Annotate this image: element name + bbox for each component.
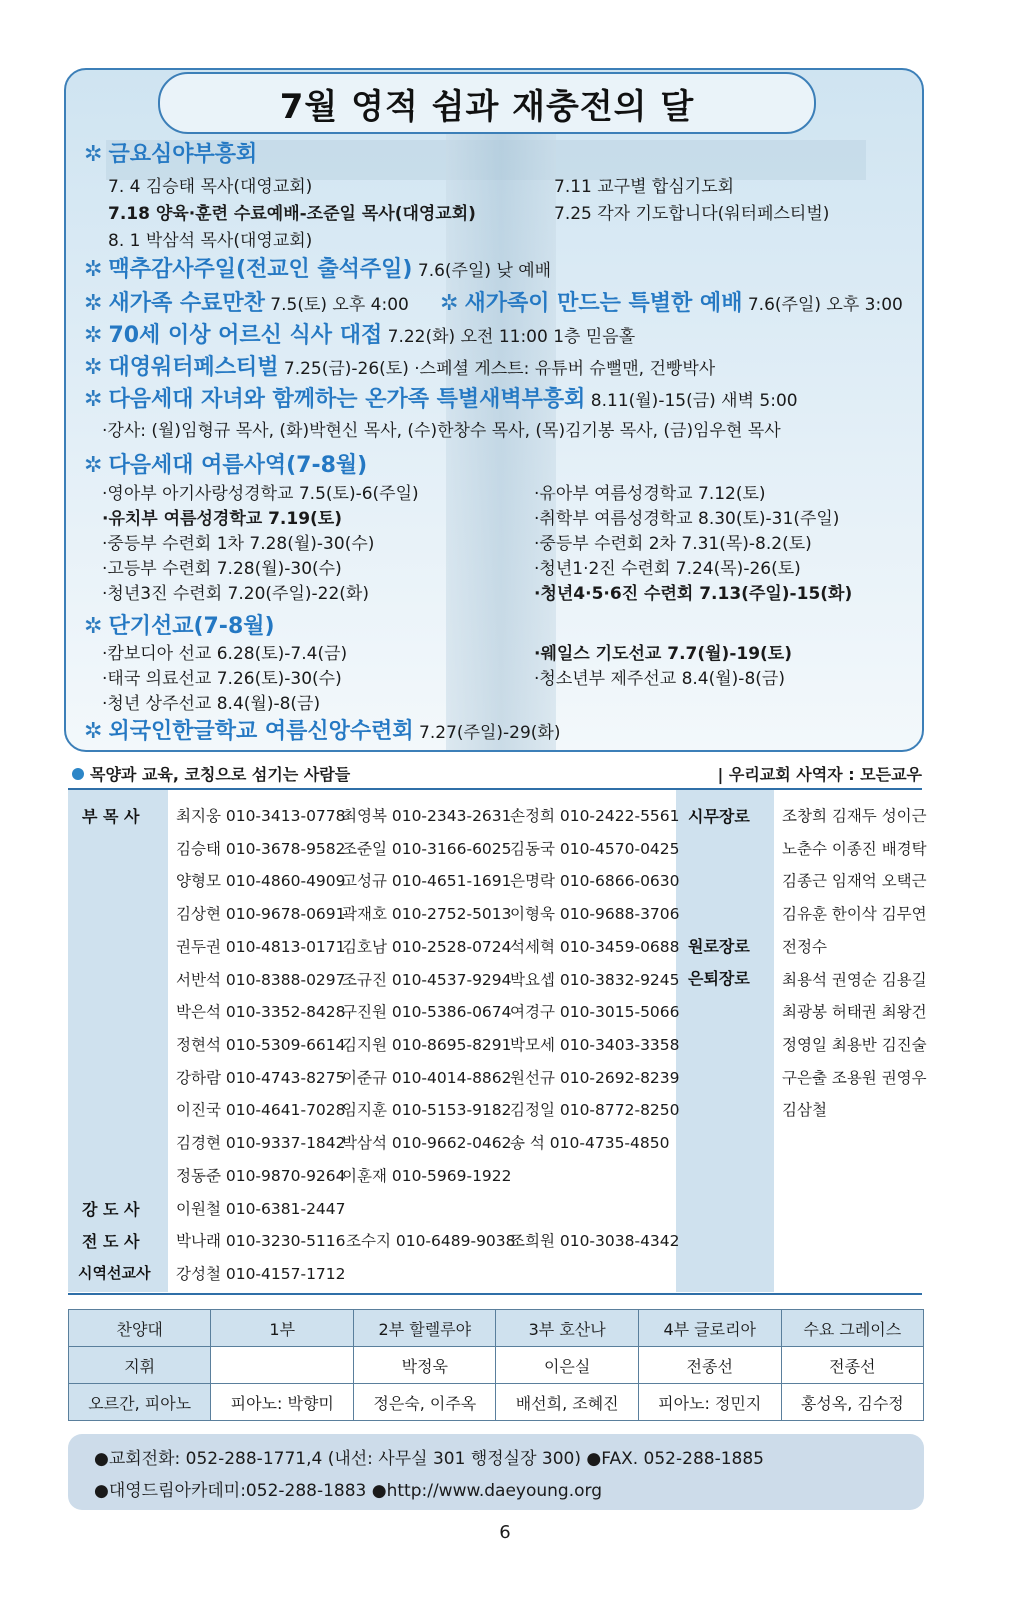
- role-label: 전 도 사: [82, 1232, 140, 1251]
- flower-icon: ✲: [84, 291, 103, 316]
- table-cell: [211, 1347, 354, 1384]
- pastor-contact: 박은석 010-3352-8428: [176, 1003, 346, 1022]
- bullet-icon: [72, 768, 84, 780]
- event-heading: ✲ 맥추감사주일(전교인 출석주일) 7.6(주일) 낮 예배: [84, 257, 552, 282]
- flower-icon: ✲: [84, 257, 103, 282]
- event-line: ·유치부 여름성경학교 7.19(토): [102, 509, 342, 529]
- event-heading: ✲ 다음세대 자녀와 함께하는 온가족 특별새벽부흥회 8.11(월)-15(금) 새벽 5:00: [84, 387, 798, 412]
- event-time: 8.11(월)-15(금) 새벽 5:00: [590, 391, 798, 411]
- role-label: 은퇴장로: [688, 969, 750, 988]
- pastor-contact: 최지웅 010-3413-0778: [176, 807, 346, 825]
- event-line: ·강사: (월)임형규 목사, (화)박현신 목사, (수)한창수 목사, (목)김기봉 목사, (금)임우현 목사: [102, 421, 781, 441]
- role-label: 부 목 사: [82, 807, 140, 826]
- pastor-contact: 송 석 010-4735-4850: [510, 1134, 670, 1152]
- table-header: 1부: [211, 1310, 354, 1347]
- pastor-contact: 양형모 010-4860-4909: [176, 872, 346, 891]
- flower-icon: ✲: [84, 323, 103, 348]
- event-line: 7.25 각자 기도합니다(워터페스티벌): [554, 204, 830, 224]
- footer-phone: ●교회전화: 052-288-1771,4 (내선: 사무실 301 행정실장 300) ●FAX. 052-288-1885: [94, 1449, 764, 1469]
- event-heading: ✲ 새가족 수료만찬 7.5(토) 오후 4:00: [84, 291, 409, 316]
- table-cell: 전종선: [638, 1347, 781, 1384]
- flower-icon: ✲: [440, 291, 459, 316]
- pastor-contact: 손정희 010-2422-5561: [510, 807, 680, 825]
- elder-names: 정영일 최용반 김진술: [782, 1035, 927, 1054]
- pastor-contact: 곽재호 010-2752-5013: [342, 905, 512, 924]
- table-cell: 피아노: 정민지: [638, 1384, 781, 1421]
- pastor-contact: 최영복 010-2343-2631: [342, 807, 512, 825]
- table-header: 4부 글로리아: [638, 1310, 781, 1347]
- event-heading: ✲ 대영워터페스티벌 7.25(금)-26(토) ·스페셜 게스트: 유튜버 슈뻘맨, 건빵박사: [84, 355, 716, 380]
- table-cell: 배선희, 조혜진: [496, 1384, 638, 1421]
- pastor-contact: 석세혁 010-3459-0688: [510, 937, 680, 956]
- event-heading: ✲ 금요심야부흥회: [84, 142, 258, 167]
- table-cell: 피아노: 박향미: [211, 1384, 354, 1421]
- table-header: 찬양대: [69, 1310, 211, 1347]
- pastor-contact: 김지원 010-8695-8291: [342, 1035, 512, 1054]
- pastor-contact: 서반석 010-8388-0297: [176, 970, 346, 989]
- evangelist-contact: 조수지 010-6489-9038: [346, 1232, 516, 1250]
- pastor-contact: 김상현 010-9678-0691: [176, 905, 346, 924]
- pastor-contact: 조규진 010-4537-9294: [342, 970, 512, 989]
- pastor-contact: 이준규 010-4014-8862: [342, 1068, 512, 1087]
- elder-names: 최용석 권영순 김용길: [782, 970, 927, 989]
- page-title: 7월 영적 쉼과 재충전의 달: [279, 86, 695, 127]
- pastor-contact: 구진원 010-5386-0674: [342, 1003, 512, 1022]
- pastor-contact: 박삼석 010-9662-0462: [342, 1134, 512, 1152]
- pastor-contact: 이형욱 010-9688-3706: [510, 905, 680, 924]
- event-heading: ✲ 다음세대 여름사역(7-8월): [84, 453, 368, 478]
- table-header: 수요 그레이스: [781, 1310, 923, 1347]
- event-heading: ✲ 70세 이상 어르신 식사 대접 7.22(화) 오전 11:00 1층 믿음홀: [84, 323, 636, 348]
- table-cell: 박정욱: [354, 1347, 496, 1384]
- pastor-contact: 조준일 010-3166-6025: [342, 839, 512, 858]
- flower-icon: ✲: [84, 387, 103, 412]
- pastor-contact: 이진국 010-4641-7028: [176, 1101, 346, 1120]
- elder-names: 조창희 김재두 성이근: [782, 807, 927, 825]
- event-time: 7.22(화) 오전 11:00 1층 믿음홀: [387, 327, 636, 347]
- event-line: ·청소년부 제주선교 8.4(월)-8(금): [534, 669, 785, 689]
- events-list: [84, 0, 914, 760]
- table-row: [69, 1310, 924, 1347]
- section-title: 목양과 교육, 코칭으로 섬기는 사람들: [72, 762, 350, 785]
- event-heading: ✲ 외국인한글학교 여름신앙수련회 7.27(주일)-29(화): [84, 719, 561, 744]
- flower-icon: ✲: [84, 355, 103, 380]
- table-cell: 오르간, 피아노: [69, 1384, 211, 1421]
- table-header: 3부 호산나: [496, 1310, 638, 1347]
- pastor-contact: 정현석 010-5309-6614: [176, 1035, 346, 1054]
- event-line: ·취학부 여름성경학교 8.30(토)-31(주일): [534, 509, 840, 529]
- event-line: ·캄보디아 선교 6.28(토)-7.4(금): [102, 644, 348, 664]
- event-line: 7.18 양육·훈련 수료예배-조준일 목사(대영교회): [108, 204, 476, 224]
- pastor-contact: 임지훈 010-5153-9182: [342, 1101, 512, 1120]
- role-label: 원로장로: [688, 937, 750, 956]
- pastor-contact: 정동준 010-9870-9264: [176, 1166, 346, 1185]
- event-line: ·웨일스 기도선교 7.7(월)-19(토): [534, 644, 792, 664]
- elder-names: 전정수: [782, 937, 827, 956]
- contact-footer: [68, 1434, 924, 1510]
- flower-icon: ✲: [84, 719, 103, 744]
- event-time: 7.25(금)-26(토) ·스페셜 게스트: 유튜버 슈뻘맨, 건빵박사: [283, 359, 716, 379]
- section-right-note: | 우리교회 사역자 : 모든교우: [717, 765, 922, 784]
- page-number: 6: [499, 1522, 511, 1543]
- evangelist-contact: 박나래 010-3230-5116: [176, 1232, 346, 1250]
- missionary-contact: 강성철 010-4157-1712: [176, 1265, 346, 1283]
- pastor-contact: 김동국 010-4570-0425: [510, 839, 680, 858]
- event-line: ·영아부 아기사랑성경학교 7.5(토)-6(주일): [102, 484, 419, 504]
- pastor-contact: 김정일 010-8772-8250: [510, 1101, 680, 1120]
- event-line: ·고등부 수련회 7.28(월)-30(수): [102, 559, 342, 579]
- event-time: 7.27(주일)-29(화): [419, 723, 561, 743]
- pastor-contact: 고성규 010-4651-1691: [342, 872, 512, 891]
- preacher-contact: 이원철 010-6381-2447: [176, 1200, 346, 1218]
- event-line: ·중등부 수련회 1차 7.28(월)-30(수): [102, 534, 375, 554]
- pastor-contact: 강하람 010-4743-8275: [176, 1068, 346, 1087]
- table-cell: 정은숙, 이주옥: [354, 1384, 496, 1421]
- event-line: 7.11 교구별 합심기도회: [554, 177, 735, 197]
- event-line: ·청년4·5·6진 수련회 7.13(주일)-15(화): [534, 584, 853, 604]
- event-time: 7.6(주일) 낮 예배: [417, 261, 552, 281]
- pastor-contact: 은명락 010-6866-0630: [510, 872, 680, 891]
- table-cell: 이은실: [496, 1347, 638, 1384]
- pastor-contact: 여경구 010-3015-5066: [510, 1003, 680, 1022]
- role-label: 시무장로: [688, 807, 750, 826]
- elder-names: 노춘수 이종진 배경탁: [782, 839, 927, 858]
- event-heading: ✲ 단기선교(7-8월): [84, 614, 275, 639]
- event-line: ·유아부 여름성경학교 7.12(토): [534, 484, 766, 504]
- pastor-contact: 김호남 010-2528-0724: [342, 937, 512, 956]
- divider: [68, 1293, 922, 1295]
- event-line: ·중등부 수련회 2차 7.31(목)-8.2(토): [534, 534, 812, 554]
- flower-icon: ✲: [84, 453, 103, 478]
- pastor-contact: 박모세 010-3403-3358: [510, 1035, 680, 1054]
- choir-table: [68, 1309, 924, 1421]
- event-line: ·청년3진 수련회 7.20(주일)-22(화): [102, 584, 369, 604]
- role-label: 시역선교사: [78, 1264, 151, 1282]
- evangelist-contact: 조희원 010-3038-4342: [510, 1232, 680, 1250]
- elder-role-column: [676, 790, 774, 1292]
- elder-names: 구은출 조용원 권영우: [782, 1068, 927, 1087]
- elder-names: 김삼철: [782, 1101, 827, 1120]
- table-cell: 지휘: [69, 1347, 211, 1384]
- pastor-contact: 권두권 010-4813-0171: [176, 937, 346, 956]
- pastor-contact: 이훈재 010-5969-1922: [342, 1166, 512, 1185]
- table-cell: 전종선: [781, 1347, 923, 1384]
- pastor-contact: 원선규 010-2692-8239: [510, 1068, 680, 1087]
- pastor-contact: 박요셉 010-3832-9245: [510, 970, 680, 989]
- table-header: 2부 할렐루야: [354, 1310, 496, 1347]
- flower-icon: ✲: [84, 614, 103, 639]
- elder-names: 김유훈 한이삭 김무연: [782, 905, 927, 924]
- pastor-contact: 김경현 010-9337-1842: [176, 1134, 346, 1152]
- footer-website: ●대영드림아카데미:052-288-1883 ●http://www.daeyoung.org: [94, 1481, 602, 1501]
- divider: [68, 788, 922, 790]
- elder-names: 김종근 임재억 오택근: [782, 872, 927, 891]
- table-row: [69, 1384, 924, 1421]
- elder-names: 최광봉 허태권 최왕건: [782, 1003, 927, 1022]
- pastor-contact: 김승태 010-3678-9582: [176, 839, 346, 858]
- event-heading: ✲ 새가족이 만드는 특별한 예배 7.6(주일) 오후 3:00: [440, 291, 903, 316]
- event-line: ·청년 상주선교 8.4(월)-8(금): [102, 694, 321, 714]
- event-line: 7. 4 김승태 목사(대영교회): [108, 177, 313, 197]
- table-row: [69, 1347, 924, 1384]
- role-label: 강 도 사: [82, 1200, 140, 1219]
- event-line: ·청년1·2진 수련회 7.24(목)-26(토): [534, 559, 801, 579]
- event-line: ·태국 의료선교 7.26(토)-30(수): [102, 669, 342, 689]
- event-time: 7.5(토) 오후 4:00: [270, 295, 409, 315]
- event-time: 7.6(주일) 오후 3:00: [747, 295, 903, 315]
- event-line: 8. 1 박삼석 목사(대영교회): [108, 231, 313, 251]
- flower-icon: ✲: [84, 142, 103, 167]
- table-cell: 홍성옥, 김수정: [781, 1384, 923, 1421]
